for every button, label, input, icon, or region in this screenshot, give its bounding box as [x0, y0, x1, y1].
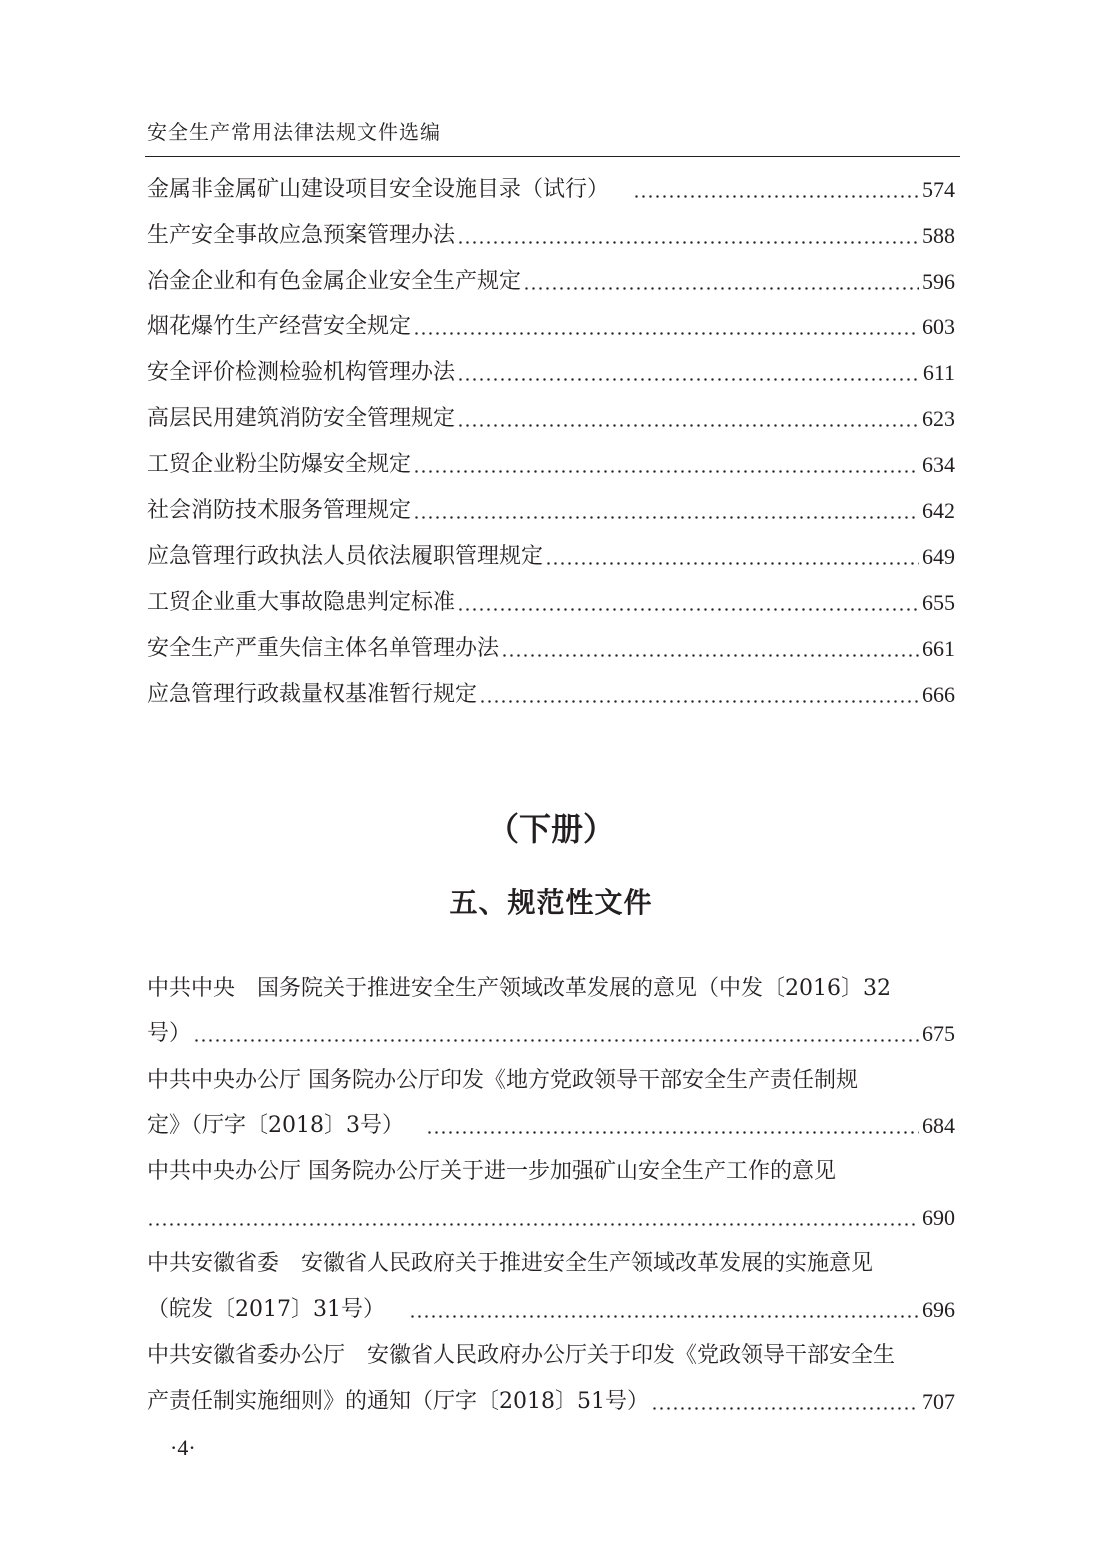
toc-leader-dots [479, 678, 919, 712]
toc-leader-dots [545, 540, 919, 574]
toc-entry[interactable] [147, 1109, 955, 1143]
toc-leader-dots [409, 1293, 919, 1327]
toc-leader-dots [193, 1017, 919, 1051]
toc-entry[interactable] [147, 1201, 955, 1235]
toc-entry-title: 安全生产严重失信主体名单管理办法 [147, 636, 500, 661]
toc-entry-title: 应急管理行政裁量权基准暂行规定 [147, 682, 478, 707]
toc-entry[interactable] [147, 1017, 955, 1051]
toc-entry[interactable] [147, 494, 955, 528]
toc-entry[interactable] [147, 402, 955, 436]
toc-entry-page: 707 [922, 1389, 955, 1414]
toc-entry-page: 696 [922, 1297, 955, 1322]
toc-entry-title: 应急管理行政执法人员依法履职管理规定 [147, 544, 544, 569]
toc-leader-dots [457, 356, 920, 390]
toc-leader-dots [457, 219, 919, 253]
toc-entry-first-line[interactable]: 中共安徽省委办公厅 安徽省人民政府办公厅关于印发《党政领导干部安全生 [147, 1343, 896, 1368]
toc-entry[interactable] [147, 356, 955, 390]
toc-entry-title: 金属非金属矿山建设项目安全设施目录（试行） [147, 177, 610, 202]
toc-entry-page: 588 [922, 223, 955, 248]
volume-title: （下册） [486, 810, 615, 848]
toc-entry-first-line[interactable]: 中共中央 国务院关于推进安全生产领域改革发展的意见（中发〔2016〕32 [147, 976, 891, 1001]
section-title: 五、规范性文件 [449, 886, 653, 919]
toc-entry-page: 603 [922, 314, 955, 339]
toc-entry-first-line[interactable]: 中共中央办公厅 国务院办公厅印发《地方党政领导干部安全生产责任制规 [147, 1068, 858, 1093]
toc-entry[interactable] [147, 265, 955, 299]
toc-entry-page: 634 [922, 452, 955, 477]
toc-entry-page: 661 [922, 636, 955, 661]
toc-leader-dots [413, 310, 919, 344]
toc-entry[interactable] [147, 310, 955, 344]
toc-entry-title: 产责任制实施细则》的通知（厅字〔2018〕51号） [147, 1389, 649, 1414]
toc-entry-page: 642 [922, 498, 955, 523]
toc-entry-title: 社会消防技术服务管理规定 [147, 498, 412, 523]
running-head: 安全生产常用法律法规文件选编 [147, 120, 441, 144]
toc-entry[interactable] [147, 632, 955, 666]
toc-leader-dots [426, 1109, 919, 1143]
toc-entry-first-line[interactable]: 中共中央办公厅 国务院办公厅关于进一步加强矿山安全生产工作的意见 [147, 1159, 836, 1184]
toc-entry[interactable] [147, 586, 955, 620]
toc-entry[interactable] [147, 1293, 955, 1327]
toc-entry-title: 安全评价检测检验机构管理办法 [147, 360, 456, 385]
toc-entry-title: 工贸企业粉尘防爆安全规定 [147, 452, 412, 477]
toc-entry-page: 675 [922, 1021, 955, 1046]
toc-entry-page: 649 [922, 544, 955, 569]
toc-entry-title: 定》（厅字〔2018〕3号） [147, 1113, 404, 1138]
header-rule [145, 156, 960, 157]
toc-entry[interactable] [147, 678, 955, 712]
toc-entry[interactable] [147, 173, 955, 207]
toc-leader-dots [413, 494, 919, 528]
toc-entry-title: 冶金企业和有色金属企业安全生产规定 [147, 269, 522, 294]
toc-entry-title: 号） [147, 1021, 192, 1046]
toc-entry-title: 生产安全事故应急预案管理办法 [147, 223, 456, 248]
toc-entry-page: 574 [922, 177, 955, 202]
toc-leader-dots [651, 1385, 919, 1419]
toc-entry-page: 596 [922, 269, 955, 294]
toc-leader-dots [457, 402, 919, 436]
toc-entry-title: （皖发〔2017〕31号） [147, 1297, 385, 1322]
toc-entry[interactable] [147, 448, 955, 482]
toc-entry[interactable] [147, 540, 955, 574]
toc-entry-title: 烟花爆竹生产经营安全规定 [147, 314, 412, 339]
toc-entry-page: 655 [922, 590, 955, 615]
toc-leader-dots [501, 632, 919, 666]
toc-entry-page: 611 [922, 360, 955, 385]
toc-entry[interactable] [147, 219, 955, 253]
page-number: ·4· [170, 1435, 196, 1460]
toc-entry-title: 高层民用建筑消防安全管理规定 [147, 406, 456, 431]
toc-entry-page: 690 [922, 1205, 955, 1230]
toc-entry-page: 666 [922, 682, 955, 707]
toc-entry-page: 684 [922, 1113, 955, 1138]
toc-leader-dots [147, 1201, 919, 1235]
toc-leader-dots [523, 265, 919, 299]
toc-leader-dots [633, 173, 919, 207]
toc-entry-first-line[interactable]: 中共安徽省委 安徽省人民政府关于推进安全生产领域改革发展的实施意见 [147, 1251, 874, 1276]
toc-entry-page: 623 [922, 406, 955, 431]
toc-entry[interactable] [147, 1385, 955, 1419]
toc-entry-title: 工贸企业重大事故隐患判定标准 [147, 590, 456, 615]
toc-leader-dots [413, 448, 919, 482]
toc-leader-dots [457, 586, 919, 620]
